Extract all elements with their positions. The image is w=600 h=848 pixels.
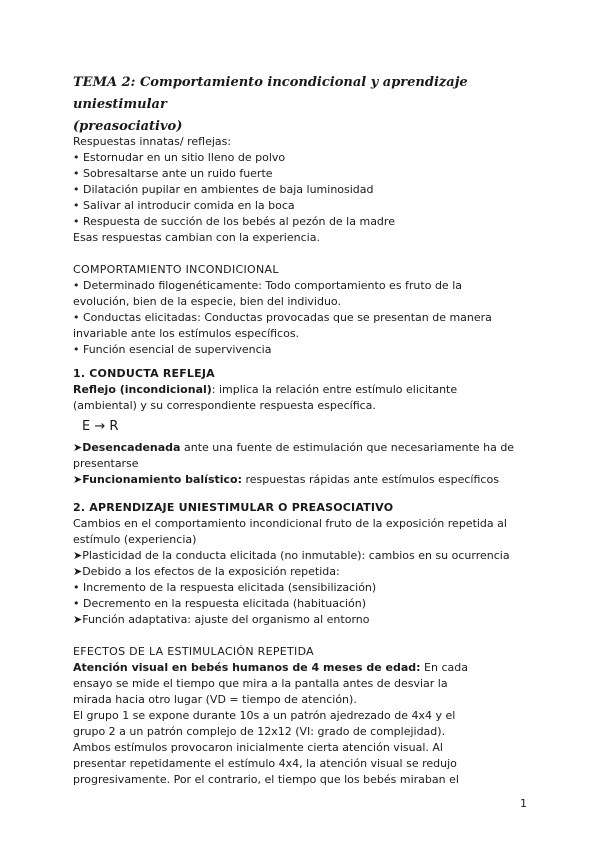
text-line: • Decremento en la respuesta elicitada (habituación) xyxy=(73,597,367,610)
intro-heading: Respuestas innatas/ reflejas: xyxy=(73,135,232,148)
incondicional-section xyxy=(73,262,533,358)
point-line xyxy=(73,472,533,488)
text-line: estímulo (experiencia) xyxy=(73,533,197,546)
definition-text: : implica la relación entre estímulo elicitante xyxy=(211,383,458,396)
text-line: presentar repetidamente el estímulo 4x4, la atención visual se redujo xyxy=(73,757,457,770)
list-item: • Salivar al introducir comida en la boca xyxy=(73,199,295,212)
text-line: progresivamente. Por el contrario, el tiempo que los bebés miraban el xyxy=(73,773,459,786)
point-text: ante una fuente de estimulación que necesariamente ha de xyxy=(180,441,515,454)
lead-text: En cada xyxy=(420,661,468,674)
lead-term: Atención visual en bebés humanos de 4 meses de edad: xyxy=(73,661,421,674)
text-line: Cambios en el comportamiento incondicional fruto de la exposición repetida al xyxy=(73,517,507,530)
intro-closing: Esas respuestas cambian con la experiencia. xyxy=(73,231,320,244)
list-item: • Dilatación pupilar en ambientes de baja luminosidad xyxy=(73,183,374,196)
list-item: • Estornudar en un sitio lleno de polvo xyxy=(73,151,286,164)
text-line: evolución, bien de la especie, bien del individuo. xyxy=(73,295,341,308)
text-line: grupo 2 a un patrón complejo de 12x12 (VI: grado de complejidad). xyxy=(73,725,446,738)
text-line: • Determinado filogenéticamente: Todo comportamiento es fruto de la xyxy=(73,279,462,292)
lead-line xyxy=(73,660,533,676)
aprendizaje-section xyxy=(73,500,533,628)
text-line: ➤Debido a los efectos de la exposición repetida: xyxy=(73,565,340,578)
text-line: mirada hacia otro lugar (VD = tiempo de atención). xyxy=(73,693,357,706)
definition-line-2: (ambiental) y su correspondiente respuesta específica. xyxy=(73,399,376,412)
point-line xyxy=(73,440,533,456)
definition-term: Reflejo (incondicional) xyxy=(73,383,212,396)
text-line: El grupo 1 se expone durante 10s a un patrón ajedrezado de 4x4 y el xyxy=(73,709,456,722)
point-line-2: presentarse xyxy=(73,457,139,470)
text-line: Ambos estímulos provocaron inicialmente cierta atención visual. Al xyxy=(73,741,443,754)
point-text: respuestas rápidas ante estímulos específicos xyxy=(242,473,499,486)
list-item: • Respuesta de succión de los bebés al pezón de la madre xyxy=(73,215,395,228)
definition-line xyxy=(73,382,533,398)
efectos-section xyxy=(73,644,533,788)
intro-section xyxy=(73,134,533,246)
page-number: 1 xyxy=(520,797,527,810)
formula-e-r: E → R xyxy=(82,419,119,434)
refleja-section xyxy=(73,366,533,488)
text-line: ➤Función adaptativa: ajuste del organismo al entorno xyxy=(73,613,370,626)
section-heading: 2. APRENDIZAJE UNIESTIMULAR O PREASOCIATIVO xyxy=(73,501,394,514)
page-title xyxy=(73,72,533,138)
section-heading: 1. CONDUCTA REFLEJA xyxy=(73,367,215,380)
text-line: • Función esencial de supervivencia xyxy=(73,343,272,356)
point-term: ➤Funcionamiento balístico: xyxy=(73,473,243,486)
point-term: ➤Desencadenada xyxy=(73,441,181,454)
title-line-1: TEMA 2: Comportamiento incondicional y aprendizaje uniestimular xyxy=(73,75,468,112)
text-line: • Conductas elicitadas: Conductas provocadas que se presentan de manera xyxy=(73,311,492,324)
text-line: ➤Plasticidad de la conducta elicitada (no inmutable): cambios en su ocurrencia xyxy=(73,549,510,562)
text-line: • Incremento de la respuesta elicitada (sensibilización) xyxy=(73,581,377,594)
section-heading: COMPORTAMIENTO INCONDICIONAL xyxy=(73,263,279,276)
title-line-2: (preasociativo) xyxy=(73,119,183,134)
section-heading: EFECTOS DE LA ESTIMULACIÓN REPETIDA xyxy=(73,645,314,658)
text-line: invariable ante los estímulos específicos. xyxy=(73,327,300,340)
text-line: ensayo se mide el tiempo que mira a la pantalla antes de desviar la xyxy=(73,677,448,690)
list-item: • Sobresaltarse ante un ruido fuerte xyxy=(73,167,273,180)
